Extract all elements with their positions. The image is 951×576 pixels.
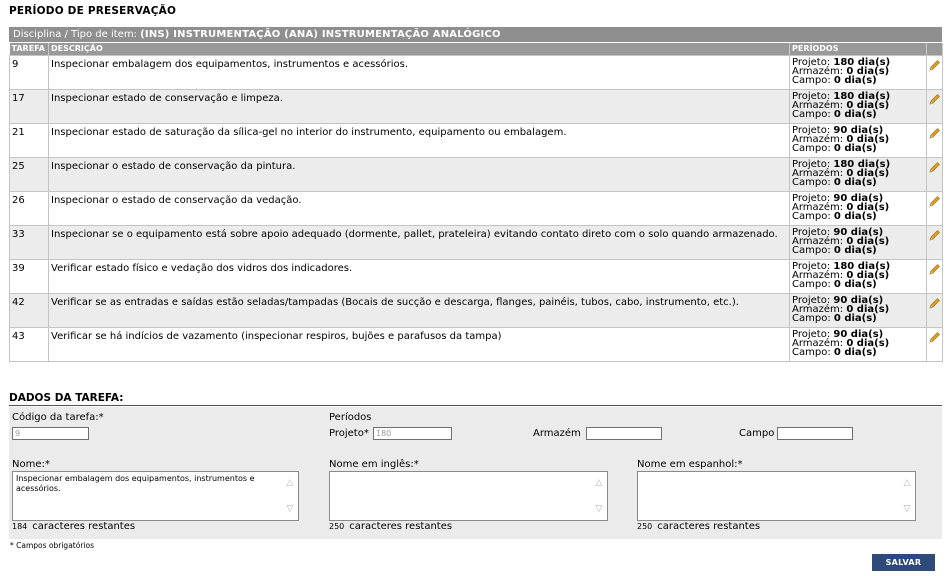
edit-cell <box>927 294 943 328</box>
table-row <box>10 124 943 158</box>
edit-cell <box>927 158 943 192</box>
edit-cell <box>927 260 943 294</box>
period-field <box>792 212 924 221</box>
name-es-remaining-text: caracteres restantes <box>657 521 761 532</box>
task-description: Inspecionar o estado de conservação da vedação. <box>49 192 790 226</box>
period-field-label: Campo: <box>792 313 831 324</box>
period-storage-label: Armazém: <box>792 202 844 213</box>
task-periods <box>790 90 927 124</box>
task-periods <box>790 226 927 260</box>
task-description: Inspecionar se o equipamento está sobre apoio adequado (dormente, pallet, prateleira) evitando contato direto com o solo quando armazenado. <box>49 226 790 260</box>
task-description: Verificar se as entradas e saídas estão seladas/tampadas (Bocais de sucção e descarga, flanges, painéis, tubos, cabo, instrumento, etc.). <box>49 294 790 328</box>
period-field <box>792 314 924 323</box>
task-number: 26 <box>10 192 49 226</box>
task-number: 25 <box>10 158 49 192</box>
period-field-value: 0 dia(s) <box>833 313 877 324</box>
save-button[interactable]: SALVAR <box>872 554 935 571</box>
name-en-remaining <box>329 521 452 532</box>
table-row <box>10 226 943 260</box>
task-description: Verificar se há indícios de vazamento (inspecionar respiros, bujões e parafusos da tampa) <box>49 328 790 362</box>
period-storage-value: 0 dia(s) <box>846 270 890 281</box>
task-periods <box>790 192 927 226</box>
name-es-label: Nome em espanhol:* <box>637 459 743 470</box>
edit-cell <box>927 226 943 260</box>
period-storage-value: 0 dia(s) <box>846 134 890 145</box>
period-storage-label: Armazém: <box>792 134 844 145</box>
chevron-down-icon[interactable]: ▽ <box>595 504 603 514</box>
name-es-remaining <box>637 521 760 532</box>
period-project-value: 90 dia(s) <box>833 193 884 204</box>
edit-cell <box>927 328 943 362</box>
table-row <box>10 260 943 294</box>
chevron-up-icon[interactable]: △ <box>903 478 911 488</box>
period-field-label: Campo: <box>792 211 831 222</box>
period-storage-value: 0 dia(s) <box>846 304 890 315</box>
name-scrollbar[interactable] <box>283 473 297 519</box>
storage-input[interactable] <box>586 427 662 440</box>
edit-cell <box>927 192 943 226</box>
period-storage-label: Armazém: <box>792 338 844 349</box>
task-description: Verificar estado físico e vedação dos vidros dos indicadores. <box>49 260 790 294</box>
period-project-label: Projeto: <box>792 125 831 136</box>
pencil-icon[interactable] <box>928 59 941 72</box>
period-field <box>792 348 924 357</box>
task-code-label: Código da tarefa:* <box>12 412 104 423</box>
period-field <box>792 178 924 187</box>
name-en-remaining-text: caracteres restantes <box>349 521 453 532</box>
period-project-label: Projeto: <box>792 295 831 306</box>
period-storage-value: 0 dia(s) <box>846 66 890 77</box>
name-text: Inspecionar embalagem dos equipamentos, instrumentos e acessórios. <box>16 474 255 493</box>
project-label: Projeto* <box>329 428 369 439</box>
period-field-value: 0 dia(s) <box>833 75 877 86</box>
task-description: Inspecionar embalagem dos equipamentos, instrumentos e acessórios. <box>49 56 790 90</box>
period-project-label: Projeto: <box>792 227 831 238</box>
task-number: 39 <box>10 260 49 294</box>
period-storage-value: 0 dia(s) <box>846 100 890 111</box>
period-project-label: Projeto: <box>792 159 831 170</box>
chevron-up-icon[interactable]: △ <box>595 478 603 488</box>
task-description: Inspecionar o estado de conservação da pintura. <box>49 158 790 192</box>
period-field <box>792 110 924 119</box>
period-storage-label: Armazém: <box>792 236 844 247</box>
task-code-input[interactable]: 9 <box>12 427 89 440</box>
task-periods <box>790 294 927 328</box>
name-en-scrollbar[interactable] <box>592 473 606 519</box>
period-field-label: Campo: <box>792 75 831 86</box>
required-note: * Campos obrigatórios <box>10 541 94 550</box>
period-field-value: 0 dia(s) <box>833 109 877 120</box>
period-project-value: 90 dia(s) <box>833 295 884 306</box>
period-storage-label: Armazém: <box>792 168 844 179</box>
periods-label: Períodos <box>329 412 372 423</box>
section-divider <box>9 405 942 406</box>
period-storage-label: Armazém: <box>792 100 844 111</box>
period-storage-value: 0 dia(s) <box>846 338 890 349</box>
period-field-label: Campo: <box>792 177 831 188</box>
period-storage-value: 0 dia(s) <box>846 168 890 179</box>
period-field-value: 0 dia(s) <box>833 279 877 290</box>
table-row <box>10 294 943 328</box>
period-field <box>792 246 924 255</box>
task-periods <box>790 124 927 158</box>
storage-label: Armazém <box>533 428 581 439</box>
task-number: 42 <box>10 294 49 328</box>
field-label: Campo <box>739 428 775 439</box>
period-field-label: Campo: <box>792 143 831 154</box>
header-periods: PERÍODOS <box>790 43 927 56</box>
period-field <box>792 144 924 153</box>
period-project-value: 90 dia(s) <box>833 329 884 340</box>
period-field-label: Campo: <box>792 109 831 120</box>
name-remaining-count: 184 <box>12 522 28 531</box>
name-es-scrollbar[interactable] <box>900 473 914 519</box>
name-es-remaining-count: 250 <box>637 522 653 531</box>
period-storage-label: Armazém: <box>792 304 844 315</box>
discipline-label: Disciplina / Tipo de item: <box>13 29 137 40</box>
table-row <box>10 90 943 124</box>
task-number: 17 <box>10 90 49 124</box>
chevron-up-icon[interactable]: △ <box>286 478 294 488</box>
period-field-label: Campo: <box>792 347 831 358</box>
name-es-textarea[interactable] <box>637 471 916 521</box>
name-en-label: Nome em inglês:* <box>329 459 419 470</box>
pencil-icon[interactable] <box>928 127 941 140</box>
period-project-value: 180 dia(s) <box>833 57 891 68</box>
period-field-value: 0 dia(s) <box>833 177 877 188</box>
period-project-value: 180 dia(s) <box>833 91 891 102</box>
period-project-value: 90 dia(s) <box>833 125 884 136</box>
period-project-value: 180 dia(s) <box>833 261 891 272</box>
task-description: Inspecionar estado de conservação e limpeza. <box>49 90 790 124</box>
task-periods <box>790 56 927 90</box>
page-title: PERÍODO DE PRESERVAÇÃO <box>9 5 177 17</box>
task-description: Inspecionar estado de saturação da sílica-gel no interior do instrumento, equipamento ou embalagem. <box>49 124 790 158</box>
pencil-icon[interactable] <box>928 161 941 174</box>
name-label: Nome:* <box>12 459 50 470</box>
name-remaining <box>12 521 135 532</box>
task-number: 21 <box>10 124 49 158</box>
discipline-bar <box>9 27 942 42</box>
name-textarea[interactable] <box>12 471 299 521</box>
task-rows <box>10 56 943 362</box>
pencil-icon[interactable] <box>928 93 941 106</box>
period-field-value: 0 dia(s) <box>833 211 877 222</box>
pencil-icon[interactable] <box>928 297 941 310</box>
field-input[interactable] <box>777 427 853 440</box>
table-row <box>10 192 943 226</box>
period-field-value: 0 dia(s) <box>833 347 877 358</box>
period-storage-value: 0 dia(s) <box>846 202 890 213</box>
period-storage-value: 0 dia(s) <box>846 236 890 247</box>
project-input[interactable]: 180 <box>373 427 452 440</box>
edit-cell <box>927 90 943 124</box>
table-row <box>10 158 943 192</box>
task-periods <box>790 158 927 192</box>
task-number: 33 <box>10 226 49 260</box>
period-field-label: Campo: <box>792 245 831 256</box>
period-project-label: Projeto: <box>792 57 831 68</box>
period-project-label: Projeto: <box>792 193 831 204</box>
table-row <box>10 56 943 90</box>
task-number: 43 <box>10 328 49 362</box>
task-data-title: DADOS DA TAREFA: <box>9 392 124 404</box>
chevron-down-icon[interactable]: ▽ <box>286 504 294 514</box>
name-en-remaining-count: 250 <box>329 522 345 531</box>
name-en-textarea[interactable] <box>329 471 608 521</box>
period-storage-label: Armazém: <box>792 66 844 77</box>
discipline-value: (INS) INSTRUMENTAÇÃO (ANA) INSTRUMENTAÇÃO ANALÓGICO <box>140 29 501 40</box>
name-remaining-text: caracteres restantes <box>32 521 136 532</box>
task-periods <box>790 328 927 362</box>
period-field-value: 0 dia(s) <box>833 143 877 154</box>
period-project-label: Projeto: <box>792 91 831 102</box>
period-field <box>792 280 924 289</box>
edit-cell <box>927 56 943 90</box>
task-number: 9 <box>10 56 49 90</box>
period-storage-label: Armazém: <box>792 270 844 281</box>
header-description: DESCRIÇÃO <box>49 43 790 56</box>
period-field <box>792 76 924 85</box>
header-task: TAREFA <box>10 43 49 56</box>
pencil-icon[interactable] <box>928 331 941 344</box>
period-field-value: 0 dia(s) <box>833 245 877 256</box>
period-project-label: Projeto: <box>792 329 831 340</box>
table-row <box>10 328 943 362</box>
pencil-icon[interactable] <box>928 263 941 276</box>
period-field-label: Campo: <box>792 279 831 290</box>
tasks-table <box>9 43 943 362</box>
pencil-icon[interactable] <box>928 195 941 208</box>
period-project-label: Projeto: <box>792 261 831 272</box>
period-project-value: 90 dia(s) <box>833 227 884 238</box>
task-periods <box>790 260 927 294</box>
period-project-value: 180 dia(s) <box>833 159 891 170</box>
pencil-icon[interactable] <box>928 229 941 242</box>
task-form <box>9 407 942 539</box>
chevron-down-icon[interactable]: ▽ <box>903 504 911 514</box>
edit-cell <box>927 124 943 158</box>
header-edit <box>927 43 943 56</box>
